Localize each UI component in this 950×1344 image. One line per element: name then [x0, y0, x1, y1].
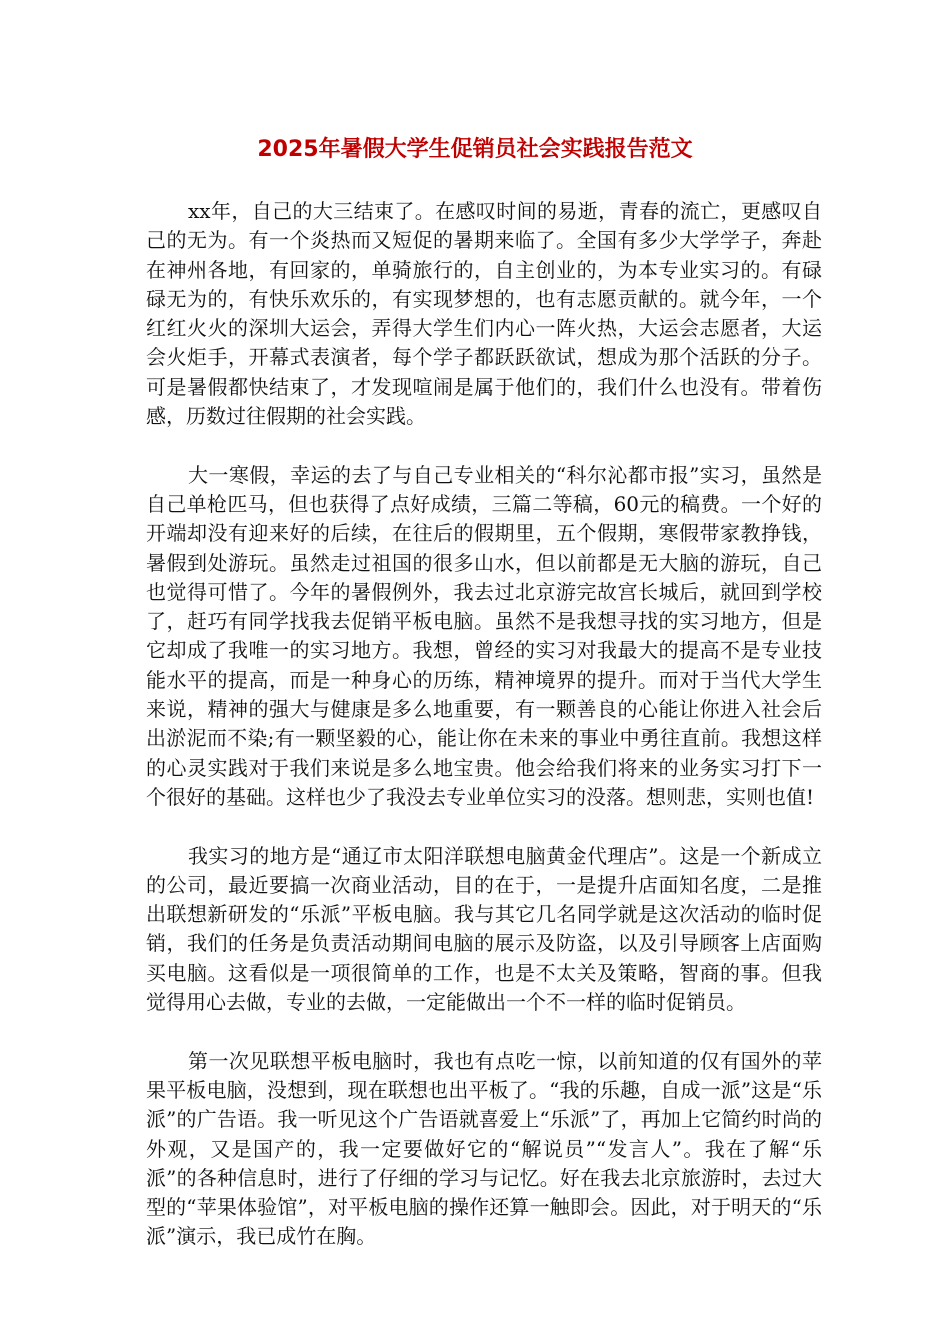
paragraph-3: 我实习的地方是“通辽市太阳洋联想电脑黄金代理店”。这是一个新成立的公司，最近要搞一次商业活动，目的在于，一是提升店面知名度，二是推出联想新研发的“乐派”平板电脑。我与其它几名同学就是这次活动的临时促销，我们的任务是负责活动期间电脑的展示及防盗，以及引导顾客上店面购买电脑。这看似是一项很简单的工作，也是不太关及策略，智商的事。但我觉得用心去做，专业的去做，一定能做出一个不一样的临时促销员。	[146, 843, 822, 1015]
paragraph-4: 第一次见联想平板电脑时，我也有点吃一惊，以前知道的仅有国外的苹果平板电脑，没想到，现在联想也出平板了。“我的乐趣，自成一派”这是“乐派”的广告语。我一听见这个广告语就喜爱上“乐派”了，再加上它简约时尚的外观，又是国产的，我一定要做好它的“解说员”“发言人”。我在了解“乐派”的各种信息时，进行了仔细的学习与记忆。好在我去北京旅游时，去过大型的“苹果体验馆”，对平板电脑的操作还算一触即会。因此，对于明天的“乐派”演示，我已成竹在胸。	[146, 1048, 822, 1249]
paragraph-2: 大一寒假，幸运的去了与自己专业相关的“科尔沁都市报”实习，虽然是自己单枪匹马，但也获得了点好成绩，三篇二等稿，60元的稿费。一个好的开端却没有迎来好的后续，在往后的假期里，五个假期，寒假带家教挣钱，暑假到处游玩。虽然走过祖国的很多山水，但以前都是无大脑的游玩，自己也觉得可惜了。今年的暑假例外，我去过北京游完故宫长城后，就回到学校了，赶巧有同学找我去促销平板电脑。虽然不是我想寻找的实习地方，但是它却成了我唯一的实习地方。我想，曾经的实习对我最大的提高不是专业技能水平的提高，而是一种身心的历练，精神境界的提升。而对于当代大学生来说，精神的强大与健康是多么地重要，有一颗善良的心能让你进入社会后出淤泥而不染;有一颗坚毅的心，能让你在未来的事业中勇往直前。我想这样的心灵实践对于我们来说是多么地宝贵。他会给我们将来的业务实习打下一个很好的基础。这样也少了我没去专业单位实习的没落。想则悲，实则也值!	[146, 462, 822, 809]
document-body	[146, 197, 822, 1281]
document-title: 2025年暑假大学生促销员社会实践报告范文	[257, 137, 693, 162]
paragraph-1: xx年，自己的大三结束了。在感叹时间的易逝，青春的流亡，更感叹自己的无为。有一个炎热而又短促的暑期来临了。全国有多少大学学子，奔赴在神州各地，有回家的，单骑旅行的，自主创业的，为本专业实习的。有碌碌无为的，有快乐欢乐的，有实现梦想的，也有志愿贡献的。就今年，一个红红火火的深圳大运会，弄得大学生们内心一阵火热，大运会志愿者，大运会火炬手，开幕式表演者，每个学子都跃跃欲试，想成为那个活跃的分子。可是暑假都快结束了，才发现喧闹是属于他们的，我们什么也没有。带着伤感，历数过往假期的社会实践。	[146, 199, 822, 429]
